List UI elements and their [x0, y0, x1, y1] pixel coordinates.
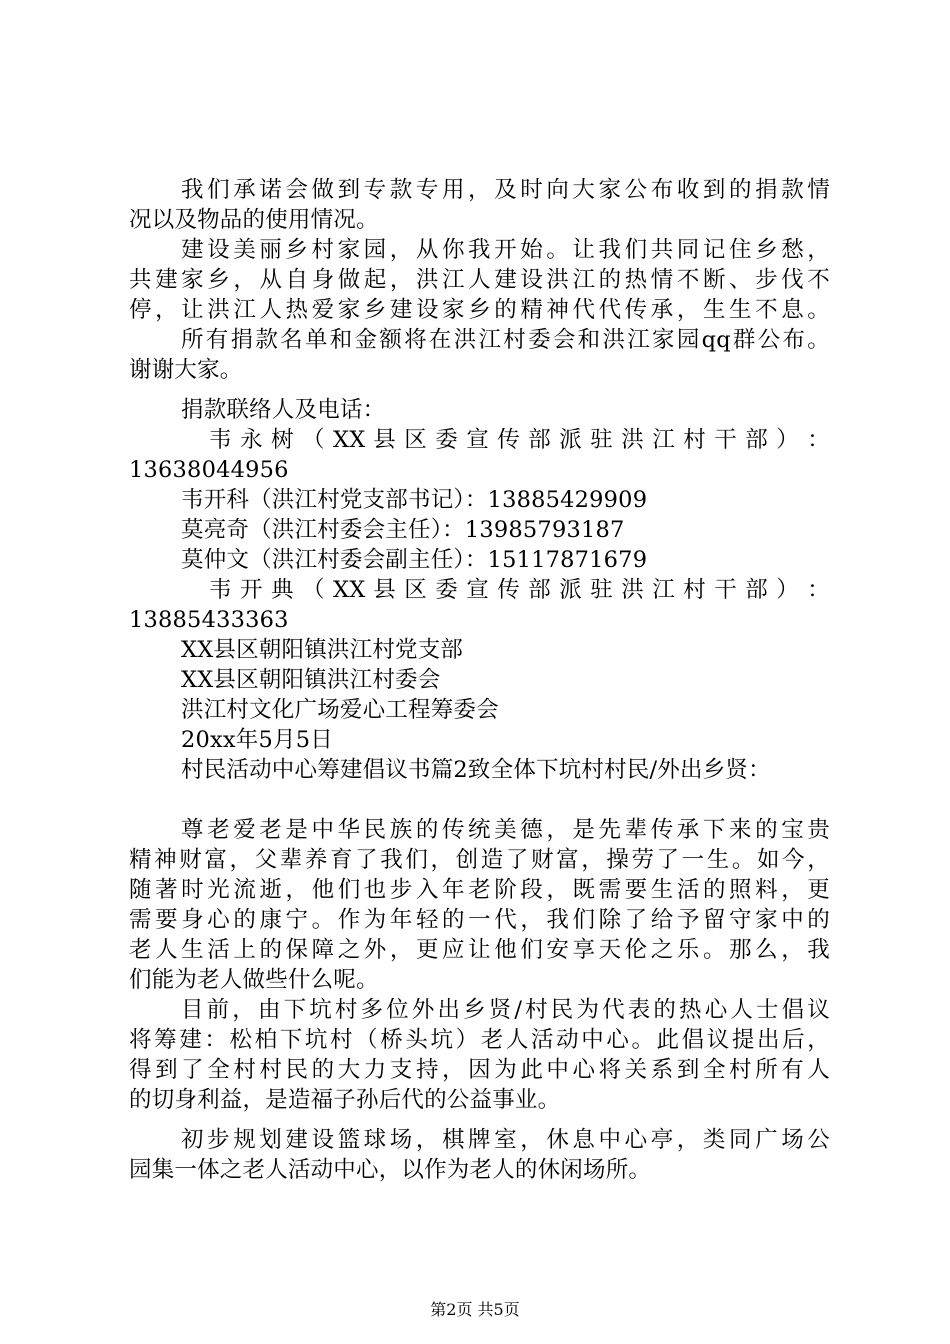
paragraph-line: 得到了全村村民的大力支持，因为此中心将关系到全村所有人: [129, 1057, 830, 1083]
paragraph-line: 况以及物品的使用情况。: [129, 207, 379, 233]
page-footer: 第2页 共5页: [430, 1300, 520, 1319]
paragraph-line: 将筹建：松柏下坑村（桥头坑）老人活动中心。此倡议提出后，: [129, 1027, 830, 1053]
contact-line: 莫亮奇（洪江村委会主任）：13985793187: [181, 517, 625, 543]
contact-phone: 13638044956: [129, 457, 289, 483]
paragraph-line: 的切身利益，是造福子孙后代的公益事业。: [129, 1087, 561, 1113]
paragraph-line: 随著时光流逝，他们也步入年老阶段，既需要生活的照料，更: [129, 877, 830, 903]
contact-phone: 13885433363: [129, 607, 289, 633]
contact-heading: 捐款联络人及电话：: [181, 397, 386, 423]
contact-line: 莫仲文（洪江村委会副主任）：15117871679: [181, 547, 648, 573]
paragraph-line: 目前，由下坑村多位外出乡贤/村民为代表的热心人士倡议: [181, 997, 830, 1023]
contact-line: 韦 永 树 （ XX 县 区 委 宣 传 部 派 驻 洪 江 村 干 部 ） ：: [209, 427, 830, 453]
paragraph-line: 尊老爱老是中华民族的传统美德，是先辈传承下来的宝贵: [181, 817, 830, 843]
paragraph-line: 所有捐款名单和金额将在洪江村委会和洪江家园qq群公布。: [181, 327, 830, 353]
paragraph-line: 需要身心的康宁。作为年轻的一代，我们除了给予留守家中的: [129, 907, 830, 933]
paragraph-line: 园集一体之老人活动中心，以作为老人的休闲场所。: [129, 1157, 652, 1183]
section-heading: 村民活动中心筹建倡议书篇2致全体下坑村村民/外出乡贤：: [181, 757, 771, 783]
paragraph-line: 精神财富，父辈养育了我们，创造了财富，操劳了一生。如今，: [129, 847, 830, 873]
paragraph-line: 我们承诺会做到专款专用，及时向大家公布收到的捐款情: [181, 177, 830, 203]
paragraph-line: 们能为老人做些什么呢。: [129, 967, 379, 993]
paragraph-line: 共建家乡，从自身做起，洪江人建设洪江的热情不断、步伐不: [129, 267, 830, 293]
paragraph-line: 谢谢大家。: [129, 357, 243, 383]
paragraph-line: 老人生活上的保障之外，更应让他们安享天伦之乐。那么，我: [129, 937, 830, 963]
paragraph-line: 建设美丽乡村家园，从你我开始。让我们共同记住乡愁，: [181, 237, 830, 263]
date-line: 20xx年5月5日: [181, 727, 333, 753]
paragraph-line: 初步规划建设篮球场，棋牌室，休息中心亭，类同广场公: [181, 1127, 830, 1153]
signature-line: 洪江村文化广场爱心工程筹委会: [181, 697, 499, 723]
signature-line: XX县区朝阳镇洪江村党支部: [181, 637, 464, 663]
contact-line: 韦开科（洪江村党支部书记）：13885429909: [181, 487, 648, 513]
signature-line: XX县区朝阳镇洪江村委会: [181, 667, 441, 693]
contact-line: 韦 开 典 （ XX 县 区 委 宣 传 部 派 驻 洪 江 村 干 部 ） ：: [209, 577, 830, 603]
paragraph-line: 停，让洪江人热爱家乡建设家乡的精神代代传承，生生不息。: [129, 297, 830, 323]
